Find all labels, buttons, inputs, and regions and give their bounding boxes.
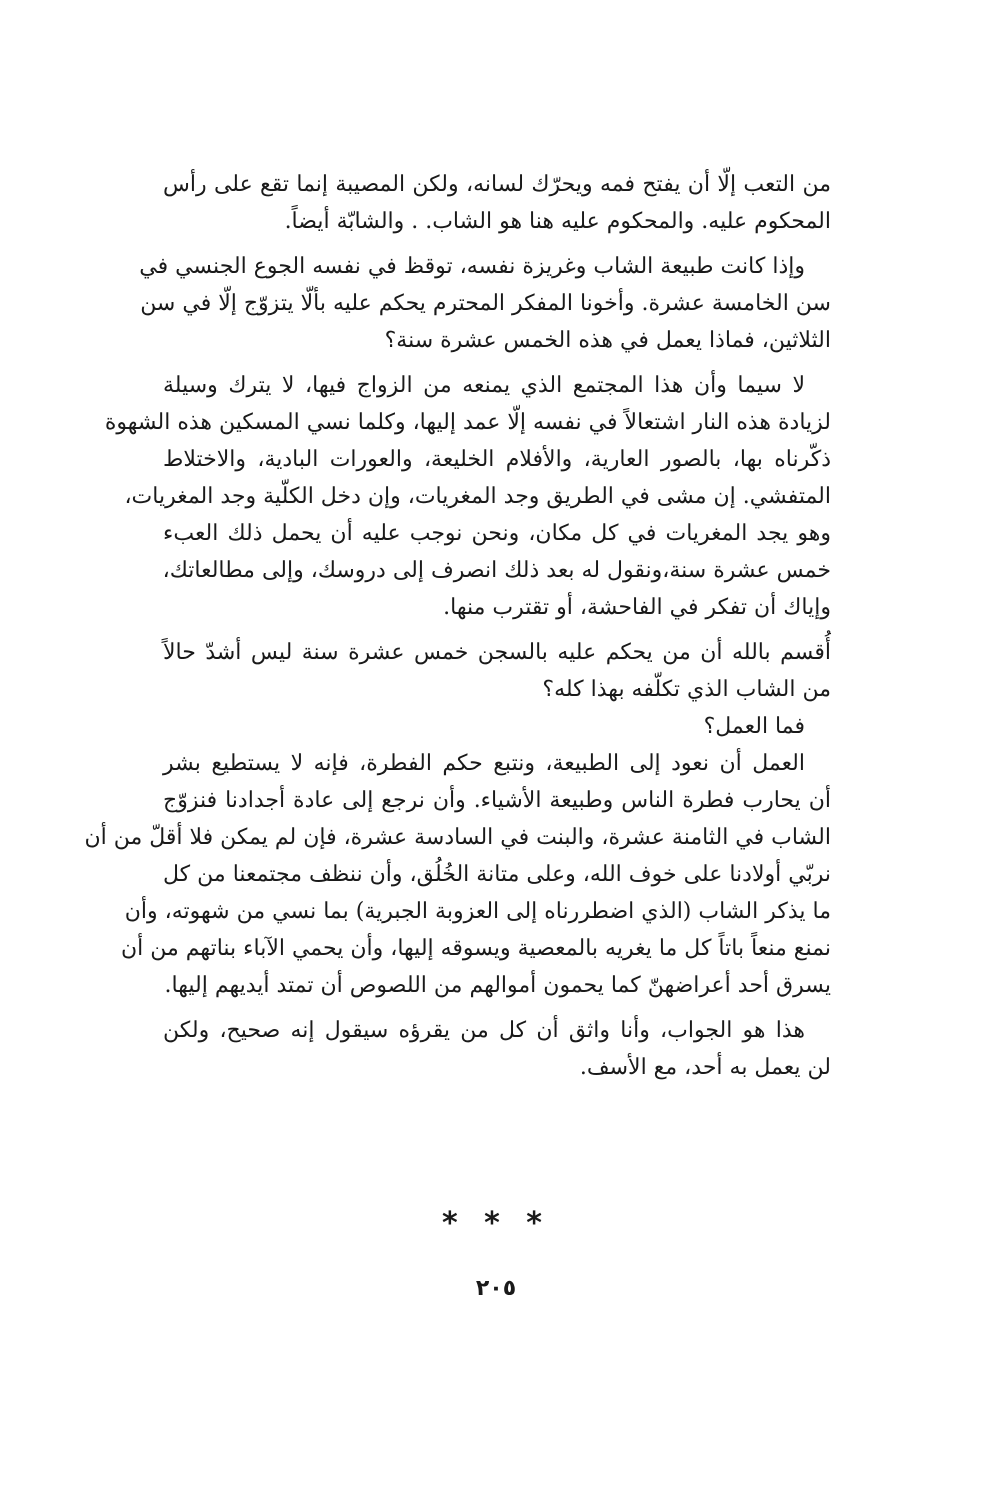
text-line: نربّي أولادنا على خوف الله، وعلى متانة الخُلُق، وأن ننظف مجتمعنا من كل bbox=[163, 862, 831, 887]
text-line: أُقسم بالله أن من يحكم عليه بالسجن خمس عشرة سنة ليس أشدّ حالاً bbox=[163, 640, 831, 665]
text-line: الشاب في الثامنة عشرة، والبنت في السادسة عشرة، فإن لم يمكن فلا أقلّ من أن bbox=[84, 825, 831, 850]
text-line: الثلاثين، فماذا يعمل في هذه الخمس عشرة سنة؟ bbox=[384, 328, 831, 353]
text-line: ما يذكر الشاب (الذي اضطررناه إلى العزوبة الجبرية) بما نسي من شهوته، وأن bbox=[124, 899, 831, 924]
text-line: المتفشي. إن مشى في الطريق وجد المغريات، وإن دخل الكلّية وجد المغريات، bbox=[124, 484, 831, 509]
text-line: المحكوم عليه. والمحكوم عليه هنا هو الشاب. . والشابّة أيضاً. bbox=[284, 209, 831, 234]
text-line: من الشاب الذي تكلّفه بهذا كله؟ bbox=[542, 677, 831, 702]
text-line: لا سيما وأن هذا المجتمع الذي يمنعه من الزواج فيها، لا يترك وسيلة bbox=[163, 373, 805, 398]
text-line: وإياك أن تفكر في الفاحشة، أو تقترب منها. bbox=[443, 595, 831, 620]
text-line: أن يحارب فطرة الناس وطبيعة الأشياء. وأن نرجع إلى عادة أجدادنا فنزوّج bbox=[163, 788, 831, 813]
page-number: ٢٠٥ bbox=[475, 1276, 517, 1301]
text-line: خمس عشرة سنة،ونقول له بعد ذلك انصرف إلى دروسك، وإلى مطالعاتك، bbox=[162, 558, 831, 583]
text-line: ذكّرناه بها، بالصور العارية، والأفلام الخليعة، والعورات البادية، والاختلاط bbox=[163, 447, 831, 472]
body-text bbox=[84, 166, 831, 1086]
text-line: يسرق أحد أعراضهنّ كما يحمون أموالهم من اللصوص أن تمتد أيديهم إليها. bbox=[164, 973, 831, 998]
text-line: لزيادة هذه النار اشتعالاً في نفسه إلّا عمد إليها، وكلما نسي المسكين هذه الشهوة bbox=[104, 410, 831, 435]
text-line: العمل أن نعود إلى الطبيعة، ونتبع حكم الفطرة، فإنه لا يستطيع بشر bbox=[163, 751, 805, 776]
text-line: من التعب إلّا أن يفتح فمه ويحرّك لسانه، ولكن المصيبة إنما تقع على رأس bbox=[163, 172, 831, 197]
text-line: وهو يجد المغريات في كل مكان، ونحن نوجب عليه أن يحمل ذلك العبء bbox=[163, 521, 831, 546]
section-separator: * * * bbox=[442, 1206, 550, 1241]
text-line: وإذا كانت طبيعة الشاب وغريزة نفسه، توقظ في نفسه الجوع الجنسي في bbox=[139, 254, 805, 279]
text-line: هذا هو الجواب، وأنا واثق أن كل من يقرؤه سيقول إنه صحيح، ولكن bbox=[163, 1018, 805, 1043]
paragraph bbox=[163, 708, 831, 745]
paragraph bbox=[104, 367, 831, 626]
text-line: لن يعمل به أحد، مع الأسف. bbox=[579, 1055, 831, 1080]
paragraph bbox=[163, 166, 831, 240]
paragraph bbox=[84, 745, 831, 1004]
text-line: سن الخامسة عشرة. وأخونا المفكر المحترم يحكم عليه بألّا يتزوّج إلّا في سن bbox=[140, 291, 831, 316]
paragraph bbox=[163, 634, 831, 708]
paragraph bbox=[139, 248, 831, 359]
text-line: نمنع منعاً باتاً كل ما يغريه بالمعصية ويسوقه إليها، وأن يحمي الآباء بناتهم من أن bbox=[121, 936, 831, 961]
paragraph bbox=[163, 1012, 831, 1086]
text-line: فما العمل؟ bbox=[703, 714, 805, 739]
